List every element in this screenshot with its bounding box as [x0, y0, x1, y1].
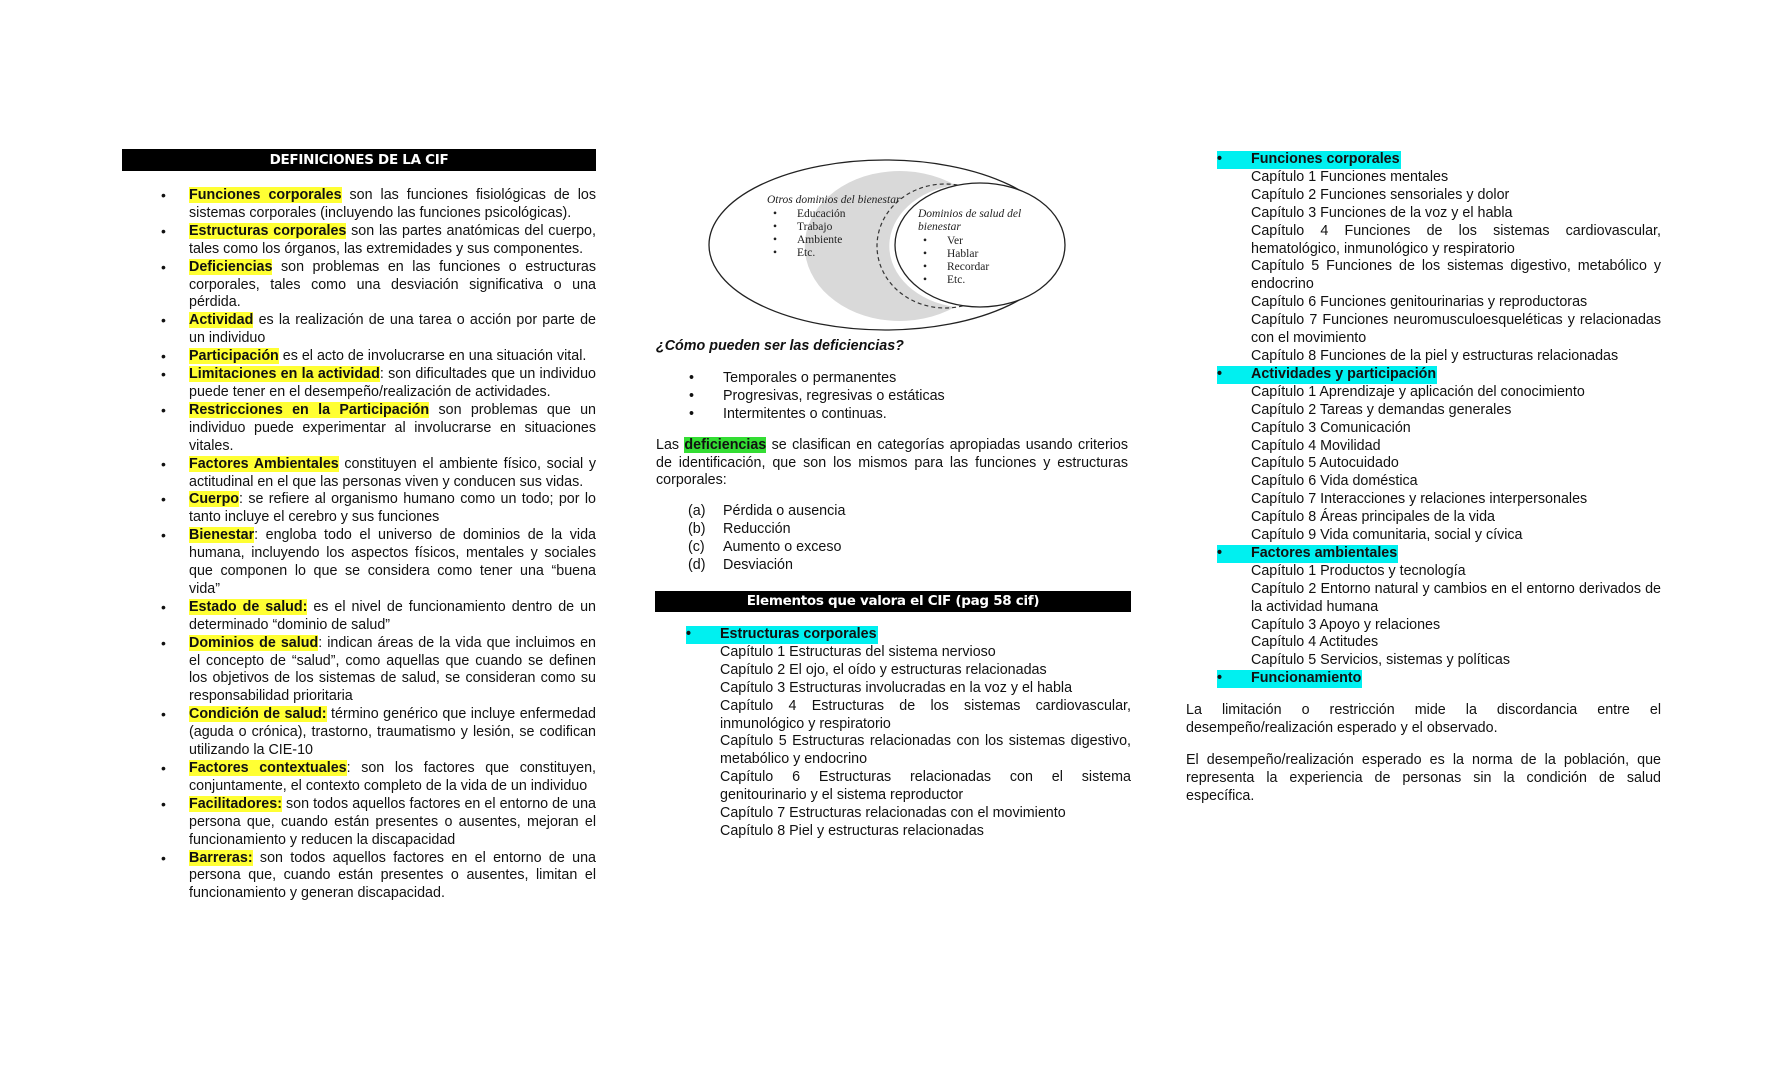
- chapter-item: Capítulo 4 Estructuras de los sistemas cardiovascular, inmunológico y respiratorio: [720, 697, 1131, 732]
- definition-text: es el acto de involucrarse en una situación vital.: [278, 348, 587, 365]
- definition-item: [122, 187, 596, 223]
- definition-item: [122, 599, 596, 635]
- deficiency-type-item: [656, 388, 1128, 406]
- chapter-item: Capítulo 7 Interacciones y relaciones interpersonales: [1251, 491, 1588, 508]
- bullet-icon: •: [161, 258, 166, 275]
- definition-item: [122, 312, 596, 348]
- expected-performance-paragraph: El desempeño/realización esperado es la norma de la población, que representa la experiencia de personas sin la condición de salud específica.: [1186, 752, 1661, 804]
- deficiencies-question: ¿Cómo pueden ser las deficiencias?: [656, 338, 904, 354]
- definition-item: [122, 259, 596, 313]
- definition-term: Deficiencias: [189, 258, 273, 275]
- section-title: [1217, 366, 1437, 384]
- chapter-item: Capítulo 4 Funciones de los sistemas cardiovascular, hematológico, inmunológico y respiratorio: [1251, 222, 1661, 257]
- bullet-icon: •: [161, 795, 166, 812]
- section-funciones-corporales: [1186, 151, 1661, 366]
- bullet-icon: •: [689, 405, 695, 422]
- chapter-item: Capítulo 7 Estructuras relacionadas con el movimiento: [720, 805, 1066, 822]
- right-column: [1186, 151, 1661, 806]
- bullet-icon: •: [1217, 151, 1223, 167]
- section-title: [1217, 151, 1401, 169]
- section-factores-ambientales: [1186, 545, 1661, 670]
- chapter-item: Capítulo 1 Aprendizaje y aplicación del conocimiento: [1251, 383, 1585, 400]
- inner-domain-item: Ver: [947, 235, 963, 247]
- section-funcionamiento: [1186, 670, 1661, 688]
- outer-domain-item: Educación: [797, 208, 846, 220]
- chapter-item: Capítulo 3 Estructuras involucradas en la voz y el habla: [720, 679, 1073, 696]
- deficiencias-highlight: deficiencias: [684, 436, 767, 453]
- deficiency-type-text: Intermitentes o continuas.: [723, 405, 887, 422]
- definition-term: Bienestar: [189, 527, 255, 544]
- elements-header: Elementos que valora el CIF (pag 58 cif): [655, 591, 1131, 612]
- definition-text: es la realización de una tarea o acción por parte de un individuo: [189, 312, 596, 347]
- criteria-text: Desviación: [723, 557, 793, 574]
- definition-text: son todos aquellos factores en el entorno de una persona que, cuando están presentes o ausentes, limitan el funcionamiento y generan discapacidad.: [189, 849, 596, 902]
- section-estructuras: [655, 626, 1131, 841]
- bullet-icon: •: [161, 366, 166, 383]
- criteria-label: (a): [688, 503, 706, 520]
- definition-term: Estructuras corporales: [189, 222, 347, 239]
- definition-item: [122, 635, 596, 707]
- section-title: [686, 626, 878, 644]
- definition-term: Participación: [189, 348, 279, 365]
- bullet-icon: •: [161, 455, 166, 472]
- chapter-item: Capítulo 9 Vida comunitaria, social y cívica: [1251, 527, 1523, 544]
- definition-text: son las partes anatómicas del cuerpo, tales como los órganos, las extremidades y sus componentes.: [189, 222, 596, 257]
- definition-item: [122, 760, 596, 796]
- criteria-text: Aumento o exceso: [723, 539, 842, 556]
- definition-term: Dominios de salud: [189, 634, 319, 651]
- deficiency-types-list: [656, 370, 1128, 424]
- chapter-item: Capítulo 6 Estructuras relacionadas con el sistema genitourinario y el sistema reproductor: [720, 769, 1131, 804]
- chapter-item: Capítulo 2 Tareas y demandas generales: [1251, 401, 1512, 418]
- chapter-item: Capítulo 6 Funciones genitourinarias y reproductoras: [1251, 294, 1588, 311]
- bullet-icon: •: [923, 235, 928, 247]
- bullet-icon: •: [686, 626, 692, 642]
- outer-domain-title: Otros dominios del bienestar: [767, 194, 901, 206]
- wellbeing-domains-diagram: [705, 155, 1071, 335]
- definition-item: [122, 402, 596, 456]
- definitions-header: DEFINICIONES DE LA CIF: [122, 149, 596, 171]
- definition-item: [122, 706, 596, 760]
- definitions-list: [122, 187, 596, 903]
- definition-text: término genérico que incluye enfermedad (aguda o crónica), trastorno, traumatismo y lesión, se codifican utilizando la CIE-10: [189, 706, 596, 759]
- deficiency-type-item: [656, 406, 1128, 424]
- section-title-text: Estructuras corporales: [720, 626, 877, 642]
- definition-text: son problemas que un individuo puede experimentar al involucrarse en situaciones vitales.: [189, 401, 596, 454]
- definition-term: Estado de salud:: [189, 598, 308, 615]
- chapter-item: Capítulo 4 Actitudes: [1251, 634, 1379, 651]
- definition-item: [122, 850, 596, 904]
- section-title-text: Funcionamiento: [1251, 670, 1362, 687]
- definition-term: Funciones corporales: [189, 187, 342, 203]
- definition-term: Factores Ambientales: [189, 455, 339, 472]
- bullet-icon: •: [773, 234, 778, 246]
- chapter-item: Capítulo 1 Productos y tecnología: [1251, 562, 1466, 579]
- paragraph-text: Las: [656, 436, 685, 453]
- chapter-item: Capítulo 2 Entorno natural y cambios en el entorno derivados de la actividad humana: [1251, 580, 1661, 615]
- section-title-text: Actividades y participación: [1251, 365, 1437, 382]
- bullet-icon: •: [923, 248, 928, 260]
- section-title-text: Factores ambientales: [1251, 544, 1398, 561]
- bullet-icon: •: [773, 208, 778, 220]
- bullet-icon: •: [1217, 365, 1223, 382]
- definition-text: : engloba todo el universo de dominios de la vida humana, incluyendo los aspectos físicos, mentales y sociales que componen lo que se considera como tener una “buena vida”: [189, 527, 596, 597]
- definition-term: Condición de salud:: [189, 706, 327, 723]
- bullet-icon: •: [923, 274, 928, 286]
- definition-term: Limitaciones en la actividad: [189, 366, 380, 383]
- section-title: [1217, 545, 1398, 563]
- inner-domain-item: Recordar: [947, 261, 990, 273]
- classification-paragraph: [656, 437, 1128, 491]
- definition-text: : son los factores que constituyen, conjuntamente, el contexto completo de la vida de un individuo: [189, 760, 596, 794]
- outer-domain-item: Ambiente: [797, 234, 843, 246]
- inner-domain-item: Hablar: [947, 248, 979, 260]
- chapter-item: Capítulo 1 Funciones mentales: [1251, 168, 1449, 185]
- definition-text: : indican áreas de la vida que incluimos en el concepto de “salud”, como aquellas que cuando se definen los objetivos de los sistemas de salud, se consideran como su responsabilidad prioritaria: [189, 634, 596, 705]
- criteria-item: [656, 503, 1128, 521]
- left-column: [122, 149, 596, 903]
- criteria-text: Pérdida o ausencia: [723, 503, 846, 520]
- definition-term: Factores contextuales: [189, 760, 347, 776]
- definition-text: constituyen el ambiente físico, social y actitudinal en el que las personas viven y conducen sus vidas.: [189, 455, 596, 490]
- definition-item: [122, 796, 596, 850]
- chapter-item: Capítulo 5 Estructuras relacionadas con los sistemas digestivo, metabólico y endocrino: [720, 733, 1131, 768]
- definition-item: [122, 366, 596, 402]
- middle-column: [656, 338, 1128, 575]
- chapter-item: Capítulo 3 Comunicación: [1251, 419, 1411, 436]
- chapter-item: Capítulo 3 Funciones de la voz y el habla: [1251, 204, 1513, 221]
- criteria-item: [656, 521, 1128, 539]
- definition-term: Actividad: [189, 312, 254, 329]
- section-title-text: Funciones corporales: [1251, 151, 1400, 167]
- outer-domain-item: Trabajo: [797, 221, 833, 233]
- bullet-icon: •: [161, 527, 166, 544]
- bullet-icon: •: [161, 491, 166, 508]
- chapter-item: Capítulo 5 Servicios, sistemas y políticas: [1251, 652, 1511, 669]
- bullet-icon: •: [773, 221, 778, 233]
- bullet-icon: •: [1217, 544, 1223, 561]
- bullet-icon: •: [161, 312, 166, 329]
- inner-domain-title: Dominios de salud del: [918, 208, 1022, 220]
- chapter-item: Capítulo 5 Autocuidado: [1251, 455, 1399, 472]
- chapter-item: Capítulo 5 Funciones de los sistemas digestivo, metabólico y endocrino: [1251, 258, 1661, 293]
- chapter-item: Capítulo 8 Áreas principales de la vida: [1251, 509, 1495, 526]
- bullet-icon: •: [161, 187, 166, 203]
- definition-text: son todos aquellos factores en el entorno de una persona que, cuando están presentes o ausentes, mejoran el funcionamiento y reducen la discapacidad: [189, 795, 596, 848]
- inner-domain-item: Etc.: [947, 274, 966, 286]
- definition-item: [122, 527, 596, 599]
- chapter-item: Capítulo 3 Apoyo y relaciones: [1251, 616, 1441, 633]
- deficiency-type-text: Temporales o permanentes: [723, 369, 897, 386]
- limitation-paragraph: La limitación o restricción mide la discordancia entre el desempeño/realización esperado y el observado.: [1186, 702, 1661, 737]
- definition-item: [122, 491, 596, 527]
- criteria-label: (b): [688, 521, 706, 538]
- bullet-icon: •: [161, 849, 166, 866]
- middle-elements-block: [655, 591, 1131, 841]
- criteria-list: [656, 503, 1128, 575]
- chapter-item: Capítulo 2 El ojo, el oído y estructuras relacionadas: [720, 661, 1047, 678]
- deficiency-type-text: Progresivas, regresivas o estáticas: [723, 387, 945, 404]
- criteria-label: (c): [688, 539, 705, 556]
- chapter-item: Capítulo 4 Movilidad: [1251, 437, 1381, 454]
- bullet-icon: •: [773, 247, 778, 259]
- bullet-icon: •: [161, 706, 166, 723]
- chapter-item: Capítulo 2 Funciones sensoriales y dolor: [1251, 186, 1510, 203]
- bullet-icon: •: [161, 348, 166, 365]
- deficiency-type-item: [656, 370, 1128, 388]
- outer-domain-item: Etc.: [797, 247, 816, 259]
- bullet-icon: •: [1217, 670, 1223, 687]
- definition-item: [122, 348, 596, 366]
- section-actividades-participacion: [1186, 366, 1661, 545]
- criteria-text: Reducción: [723, 521, 791, 538]
- criteria-item: [656, 539, 1128, 557]
- section-title: [1217, 670, 1362, 688]
- paragraph-text: se clasifican en categorías apropiadas usando criterios de identificación, que son los mismos para las funciones y estructuras corporales:: [656, 436, 1128, 489]
- inner-domain-title: bienestar: [918, 221, 961, 233]
- bullet-icon: •: [689, 369, 695, 386]
- bullet-icon: •: [161, 222, 166, 239]
- chapter-item: Capítulo 1 Estructuras del sistema nervioso: [720, 643, 996, 660]
- bullet-icon: •: [161, 598, 166, 615]
- bullet-icon: •: [161, 634, 166, 651]
- definition-term: Barreras:: [189, 849, 253, 866]
- definition-term: Restricciones en la Participación: [189, 401, 430, 418]
- bullet-icon: •: [689, 387, 695, 404]
- criteria-item: [656, 557, 1128, 575]
- bullet-icon: •: [161, 401, 166, 418]
- bullet-icon: •: [161, 760, 166, 776]
- definition-text: son las funciones fisiológicas de los sistemas corporales (incluyendo las funciones psicológicas).: [189, 187, 596, 221]
- definition-text: son problemas en las funciones o estructuras corporales, tales como una desviación significativa o una pérdida.: [189, 258, 596, 311]
- definition-term: Facilitadores:: [189, 795, 282, 812]
- definition-item: [122, 223, 596, 259]
- definition-text: : son dificultades que un individuo puede tener en el desempeño/realización de actividades.: [189, 366, 596, 400]
- bullet-icon: •: [923, 261, 928, 273]
- definition-text: es el nivel de funcionamiento dentro de un determinado “dominio de salud”: [189, 598, 596, 633]
- definition-term: Cuerpo: [189, 491, 240, 508]
- definition-text: : se refiere al organismo humano como un todo; por lo tanto incluye el cerebro y sus funciones: [189, 491, 596, 526]
- chapter-item: Capítulo 6 Vida doméstica: [1251, 473, 1418, 490]
- chapter-item: Capítulo 8 Piel y estructuras relacionadas: [720, 822, 984, 839]
- criteria-label: (d): [688, 557, 706, 574]
- chapter-item: Capítulo 8 Funciones de la piel y estructuras relacionadas: [1251, 347, 1619, 364]
- chapter-item: Capítulo 7 Funciones neuromusculoesqueléticas y relacionadas con el movimiento: [1251, 312, 1661, 347]
- definition-item: [122, 456, 596, 492]
